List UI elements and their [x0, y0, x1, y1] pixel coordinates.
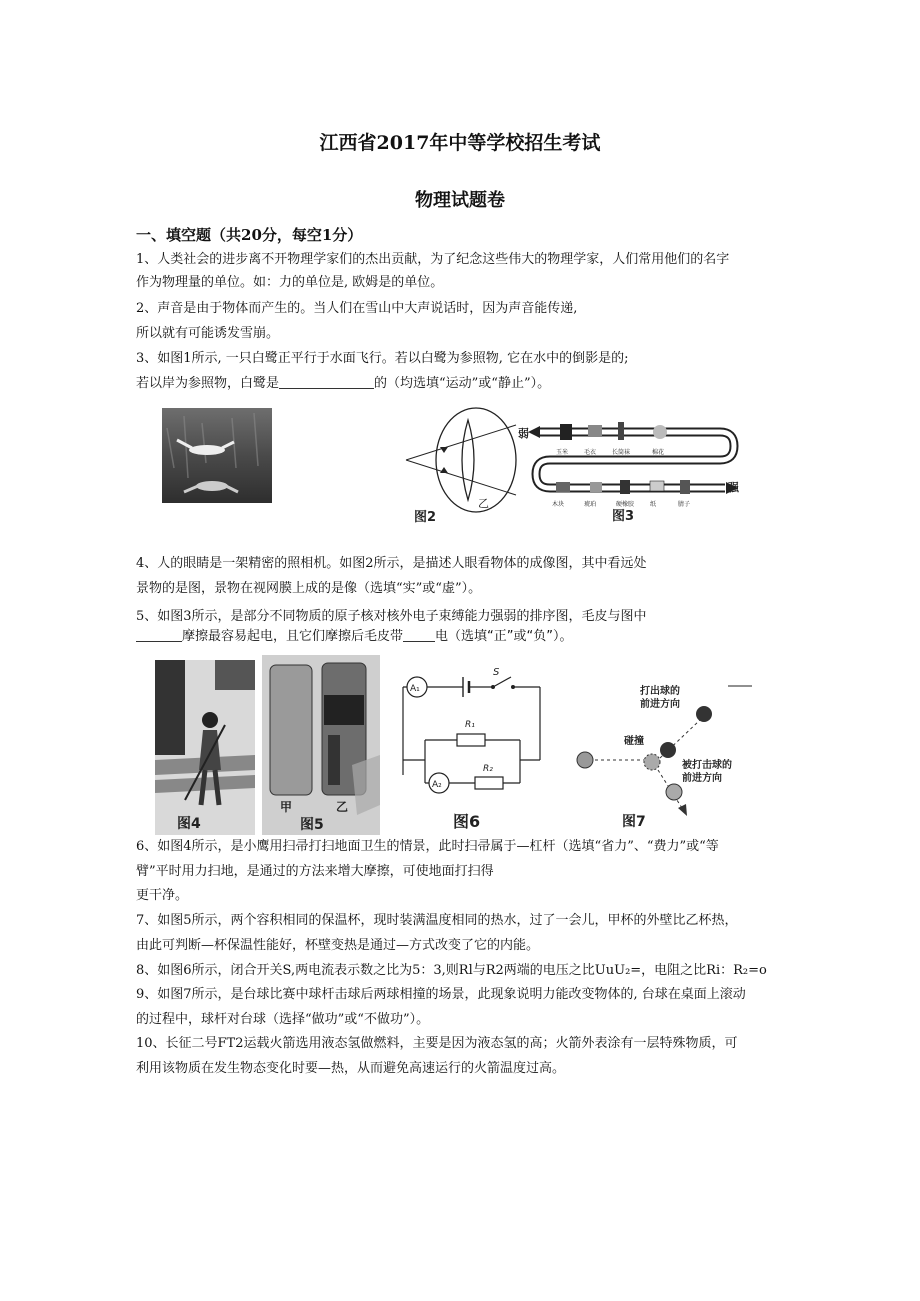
- q9-line2: 的过程中，球杆对台球（选择“做功”或“不做功”）。: [136, 1012, 430, 1027]
- q5-line2-b: 电（选填“正”或“负”）。: [435, 629, 573, 644]
- q3-line1: 3、如图1所示, 一只白鹭正平行于水面飞行。若以白鹭为参照物, 它在水中的倒影是的;: [136, 351, 629, 366]
- q3-line2-b: 的（均选填“运动”或“静止”）。: [374, 376, 551, 391]
- q5-line2-a: 摩擦最容易起电，且它们摩擦后毛皮带: [182, 629, 404, 644]
- fig5-right: 乙: [336, 800, 349, 814]
- fig3-top-item: 玉米: [556, 449, 569, 456]
- fig5-left: 甲: [280, 800, 293, 814]
- fig3-strong: 强: [728, 481, 739, 494]
- q7-line2: 由此可判断—杯保温性能好，杯壁变热是通过—方式改变了它的内能。: [136, 938, 540, 953]
- q3-line2: [136, 375, 550, 393]
- q1-line2: 作为物理量的单位。如：力的单位是, 欧姆是的单位。: [136, 275, 444, 290]
- q8-line1: 8、如图6所示，闭合开关S,两电流表示数之比为5：3,则Rl与R2两端的电压之比UuU₂=，电阻之比Ri：R₂=o: [136, 963, 767, 978]
- q1-line1: 1、人类社会的进步离不开物理学家们的杰出贡献，为了纪念这些伟大的物理学家，人们常用他们的名字: [136, 252, 730, 267]
- figure-5-thermos-photo: [262, 655, 380, 835]
- q2-line2: 所以就有可能诱发雪崩。: [136, 326, 280, 341]
- fig7-label: 被打击球的: [682, 760, 732, 771]
- fig6-r2: R₂: [483, 764, 493, 774]
- q5-line2: [136, 628, 572, 646]
- fig4-caption: 图4: [177, 816, 201, 832]
- paper-title: 物理试题卷: [415, 190, 505, 211]
- answer-blank[interactable]: [279, 376, 374, 389]
- fig6-caption: 图6: [453, 812, 481, 831]
- fig3-bottom-item: 硬橡胶: [616, 501, 635, 508]
- fig7-label: 前进方向: [682, 773, 722, 784]
- figure-7-billiards-diagram: [570, 680, 755, 830]
- fig7-caption: 图7: [622, 814, 646, 830]
- fig3-bottom-item: 木块: [552, 501, 565, 508]
- fig6-s: S: [493, 667, 500, 678]
- fig7-label: 前进方向: [640, 699, 680, 710]
- fig3-top-item: 长筒袜: [612, 449, 631, 456]
- fig7-label: 打出球的: [640, 686, 680, 697]
- q3-line2-a: 若以岸为参照物，白鹭是: [136, 376, 280, 391]
- q10-line2: 利用该物质在发生物态变化时要—热，从而避免高速运行的火箭温度过高。: [136, 1061, 566, 1076]
- fig3-top-item: 毛衣: [584, 449, 597, 456]
- fig2-caption: 图2: [414, 510, 437, 525]
- figure-6-circuit-diagram: [395, 665, 545, 835]
- q10-line1: 10、长征二号FT2运载火箭选用液态氢做燃料，主要是因为液态氢的高；火箭外表涂有一层特殊物质，可: [136, 1036, 738, 1051]
- q5-line1: 5、如图3所示，是部分不同物质的原子核对核外电子束缚能力强弱的排序图，毛皮与图中: [136, 609, 647, 624]
- figure-2-lens-diagram: [404, 405, 524, 525]
- q4-line1: 4、人的眼睛是一架精密的照相机。如图2所示，是描述人眼看物体的成像图，其中看远处: [136, 556, 647, 571]
- q6-line2: 臂”平时用力扫地，是通过的方法来增大摩擦，可使地面打扫得: [136, 864, 494, 879]
- q4-line2: 景物的是图，景物在视网膜上成的是像（选填“实”或“虚”）。: [136, 581, 482, 596]
- fig6-r1: R₁: [465, 720, 475, 730]
- fig3-bottom-item: 琥珀: [584, 501, 597, 508]
- q7-line1: 7、如图5所示，两个容积相同的保温杯，现时装满温度相同的热水，过了一会儿，甲杯的外壁比乙杯热，: [136, 913, 738, 928]
- fig3-top-item: 棉花: [652, 449, 665, 456]
- fig3-caption: 图3: [612, 509, 635, 524]
- fig3-bottom-item: 腈子: [678, 501, 691, 508]
- figure-3-triboelectric-series: [520, 410, 745, 522]
- fig7-label: 碰撞: [624, 736, 644, 747]
- fig3-bottom-item: 纸: [650, 501, 657, 508]
- section-heading: 一、填空题（共20分，每空1分）: [136, 226, 363, 244]
- answer-blank[interactable]: [136, 629, 182, 642]
- fig2-lens-label: 乙: [478, 497, 489, 510]
- fig6-a1: A₁: [410, 684, 420, 694]
- q6-line3: 更干净。: [136, 888, 189, 903]
- fig3-weak: 弱: [518, 427, 529, 440]
- exam-title: 江西省2017年中等学校招生考试: [319, 132, 601, 154]
- fig5-caption: 图5: [300, 817, 324, 833]
- figure-1-egret-photo: [162, 408, 272, 503]
- fig6-a2: A₂: [432, 780, 442, 790]
- q2-line1: 2、声音是由于物体而产生的。当人们在雪山中大声说话时，因为声音能传递,: [136, 301, 578, 316]
- answer-blank[interactable]: [403, 629, 435, 642]
- q6-line1: 6、如图4所示，是小鹰用扫帚打扫地面卫生的情景，此时扫帚属于—杠杆（选填“省力”、“费力”或“等: [136, 839, 719, 854]
- q9-line1: 9、如图7所示，是台球比赛中球杆击球后两球相撞的场景，此现象说明力能改变物体的, 台球在桌面上滚动: [136, 987, 746, 1002]
- figure-4-sweeping-photo: [155, 660, 255, 835]
